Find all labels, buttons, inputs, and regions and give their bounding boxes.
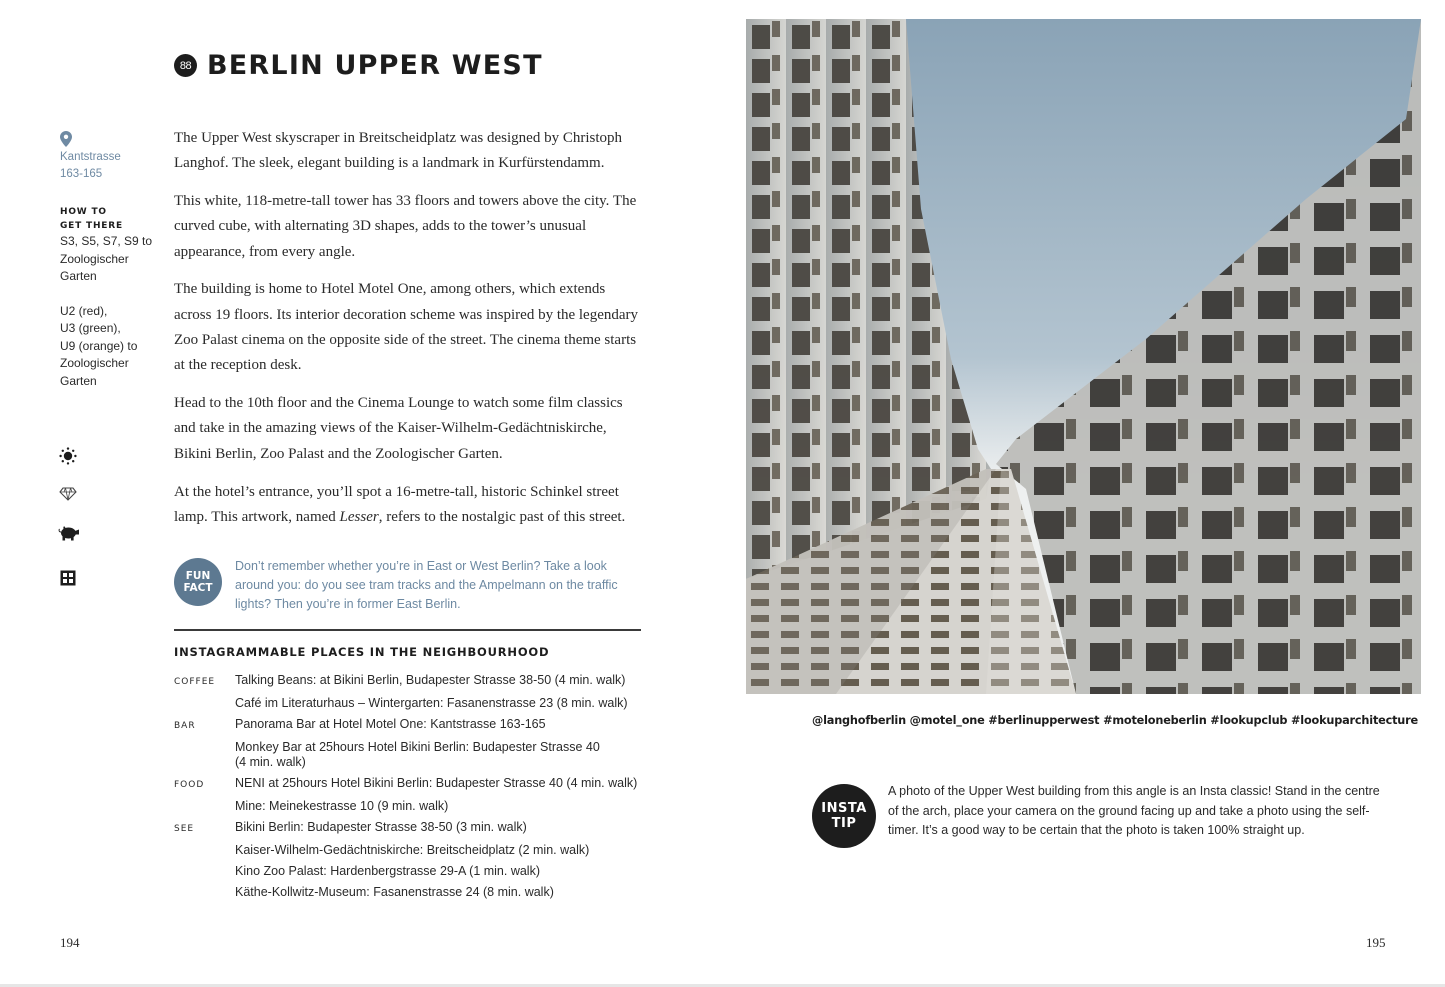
transit-line: Zoologischer	[60, 251, 129, 266]
piggy-bank-icon	[58, 524, 80, 542]
neighbourhood-places-list	[174, 673, 654, 906]
paragraph: Head to the 10th floor and the Cinema Lounge to watch some film classics and take in the amazing views of the Kaiser-Wilhelm-Gedächtniskirche, Bikini Berlin, Zoo Palast and the Zoologischer Garten.	[174, 395, 623, 462]
page-title: BERLIN UPPER WEST	[207, 50, 543, 81]
place-category	[174, 885, 235, 900]
how-to-get-there-heading	[60, 205, 160, 233]
instagram-hashtags: @langhofberlin @motel_one #berlinupperwest #moteloneberlin #lookupclub #lookuparchitecture	[812, 714, 1418, 727]
place-text: Talking Beans: at Bikini Berlin, Budapester Strasse 38-50 (4 min. walk)	[235, 673, 626, 687]
paragraph: The Upper West skyscraper in Breitscheidplatz was designed by Christoph Langhof. The sleek, elegant building is a landmark in Kurfürstendamm.	[174, 130, 622, 172]
artwork-name: Lesser	[339, 508, 379, 525]
place-text: Monkey Bar at 25hours Hotel Bikini Berlin: Budapester Strasse 40 (4 min. walk)	[235, 740, 600, 769]
paragraph	[174, 480, 644, 531]
place-category	[174, 799, 235, 814]
diamond-icon	[59, 484, 77, 502]
place-category: SEE	[174, 824, 195, 835]
transit-line: U2 (red),	[60, 303, 108, 318]
transit-line: S3, S5, S7, S9 to	[60, 234, 153, 248]
list-item	[174, 696, 654, 711]
place-text: Kaiser-Wilhelm-Gedächtniskirche: Breitscheidplatz (2 min. walk)	[235, 843, 590, 858]
fun-fact-text: Don’t remember whether you’re in East or West Berlin? Take a look around you: do you see tram tracks and the Ampelmann on the traffic lights? Then you’re in former East Berlin.	[235, 559, 618, 611]
insta-tip-text: A photo of the Upper West building from this angle is an Insta classic! Stand in the centre of the arch, place your camera on the ground facing up and take a photo using the self-timer. It’s a good way to be certain that the photo is taken 100% straight up.	[888, 784, 1380, 837]
map-pin-icon	[60, 131, 72, 147]
entry-number-badge: 88	[174, 54, 197, 77]
photo-illustration	[746, 19, 1421, 694]
paragraph-text: , refers to the nostalgic past of this street.	[378, 508, 626, 525]
building-photo	[746, 19, 1421, 694]
place-category	[174, 864, 235, 879]
place-text: Käthe-Kollwitz-Museum: Fasanenstrasse 24 (8 min. walk)	[235, 885, 554, 900]
badge-line: TIP	[831, 816, 857, 831]
transit-line: Garten	[60, 373, 97, 388]
heading-line: GET THERE	[60, 221, 123, 231]
place-category: COFFEE	[174, 677, 216, 687]
page-number-right: 195	[1366, 935, 1386, 950]
place-text: NENI at 25hours Hotel Bikini Berlin: Budapester Strasse 40 (4 min. walk)	[235, 775, 638, 790]
transit-line: U9 (orange) to	[60, 338, 138, 353]
article-body	[174, 126, 644, 543]
list-item	[174, 717, 654, 734]
place-text: Café im Literaturhaus – Wintergarten: Fasanenstrasse 23 (8 min. walk)	[235, 696, 628, 711]
place-category	[174, 740, 235, 769]
transit-line: Zoologischer	[60, 356, 129, 370]
u-bahn-directions	[60, 303, 160, 391]
s-bahn-directions	[60, 233, 160, 286]
list-item	[174, 820, 654, 837]
list-item	[174, 673, 654, 690]
place-text: Mine: Meinekestrasse 10 (9 min. walk)	[235, 798, 449, 813]
insta-tip-callout	[812, 782, 1382, 848]
address	[60, 149, 160, 183]
list-item	[174, 776, 654, 793]
paragraph-text: At the hotel’s entrance, you’ll spot a 16-metre-tall, historic Schinkel street lamp. This artwork, named	[174, 483, 619, 525]
paragraph: The building is home to Hotel Motel One, among others, which extends across 19 floors. Its interior decoration scheme was inspired by the legendary Zoo Palast cinema on the opposite side of the street. The cinema theme starts at the reception desk.	[174, 281, 639, 374]
transit-line: Garten	[60, 269, 97, 283]
address-line: 163-165	[60, 168, 103, 180]
place-category: FOOD	[174, 779, 205, 790]
info-sidebar	[60, 131, 160, 390]
place-text: Kino Zoo Palast: Hardenbergstrasse 29-A (1 min. walk)	[235, 864, 540, 879]
fun-fact-callout	[174, 557, 644, 614]
list-item	[174, 740, 654, 769]
entry-heading	[174, 50, 543, 81]
list-item	[174, 843, 654, 858]
paragraph: This white, 118-metre-tall tower has 33 floors and towers above the city. The curved cube, with alternating 3D shapes, adds to the tower’s unusual appearance, from every angle.	[174, 193, 637, 260]
section-divider	[174, 629, 641, 631]
insta-tip-badge	[812, 784, 876, 848]
badge-line: FACT	[183, 582, 213, 594]
badge-line: FUN	[185, 570, 211, 582]
place-text: Panorama Bar at Hotel Motel One: Kantstrasse 163-165	[235, 717, 546, 732]
building-icon	[59, 569, 77, 587]
list-item	[174, 864, 654, 879]
place-text: Bikini Berlin: Budapester Strasse 38-50 (3 min. walk)	[235, 820, 527, 835]
fun-fact-badge	[174, 558, 222, 606]
place-category: BAR	[174, 721, 196, 732]
place-category	[174, 696, 235, 711]
heading-line: HOW TO	[60, 207, 107, 217]
neighbourhood-heading: INSTAGRAMMABLE PLACES IN THE NEIGHBOURHOOD	[174, 645, 550, 659]
page-number-left: 194	[60, 935, 80, 950]
badge-line: INSTA	[821, 801, 867, 816]
list-item	[174, 885, 654, 900]
list-item	[174, 799, 654, 814]
address-line: Kantstrasse	[60, 151, 121, 163]
sun-icon	[59, 447, 77, 465]
transit-line: U3 (green),	[60, 321, 121, 335]
place-category	[174, 843, 235, 858]
